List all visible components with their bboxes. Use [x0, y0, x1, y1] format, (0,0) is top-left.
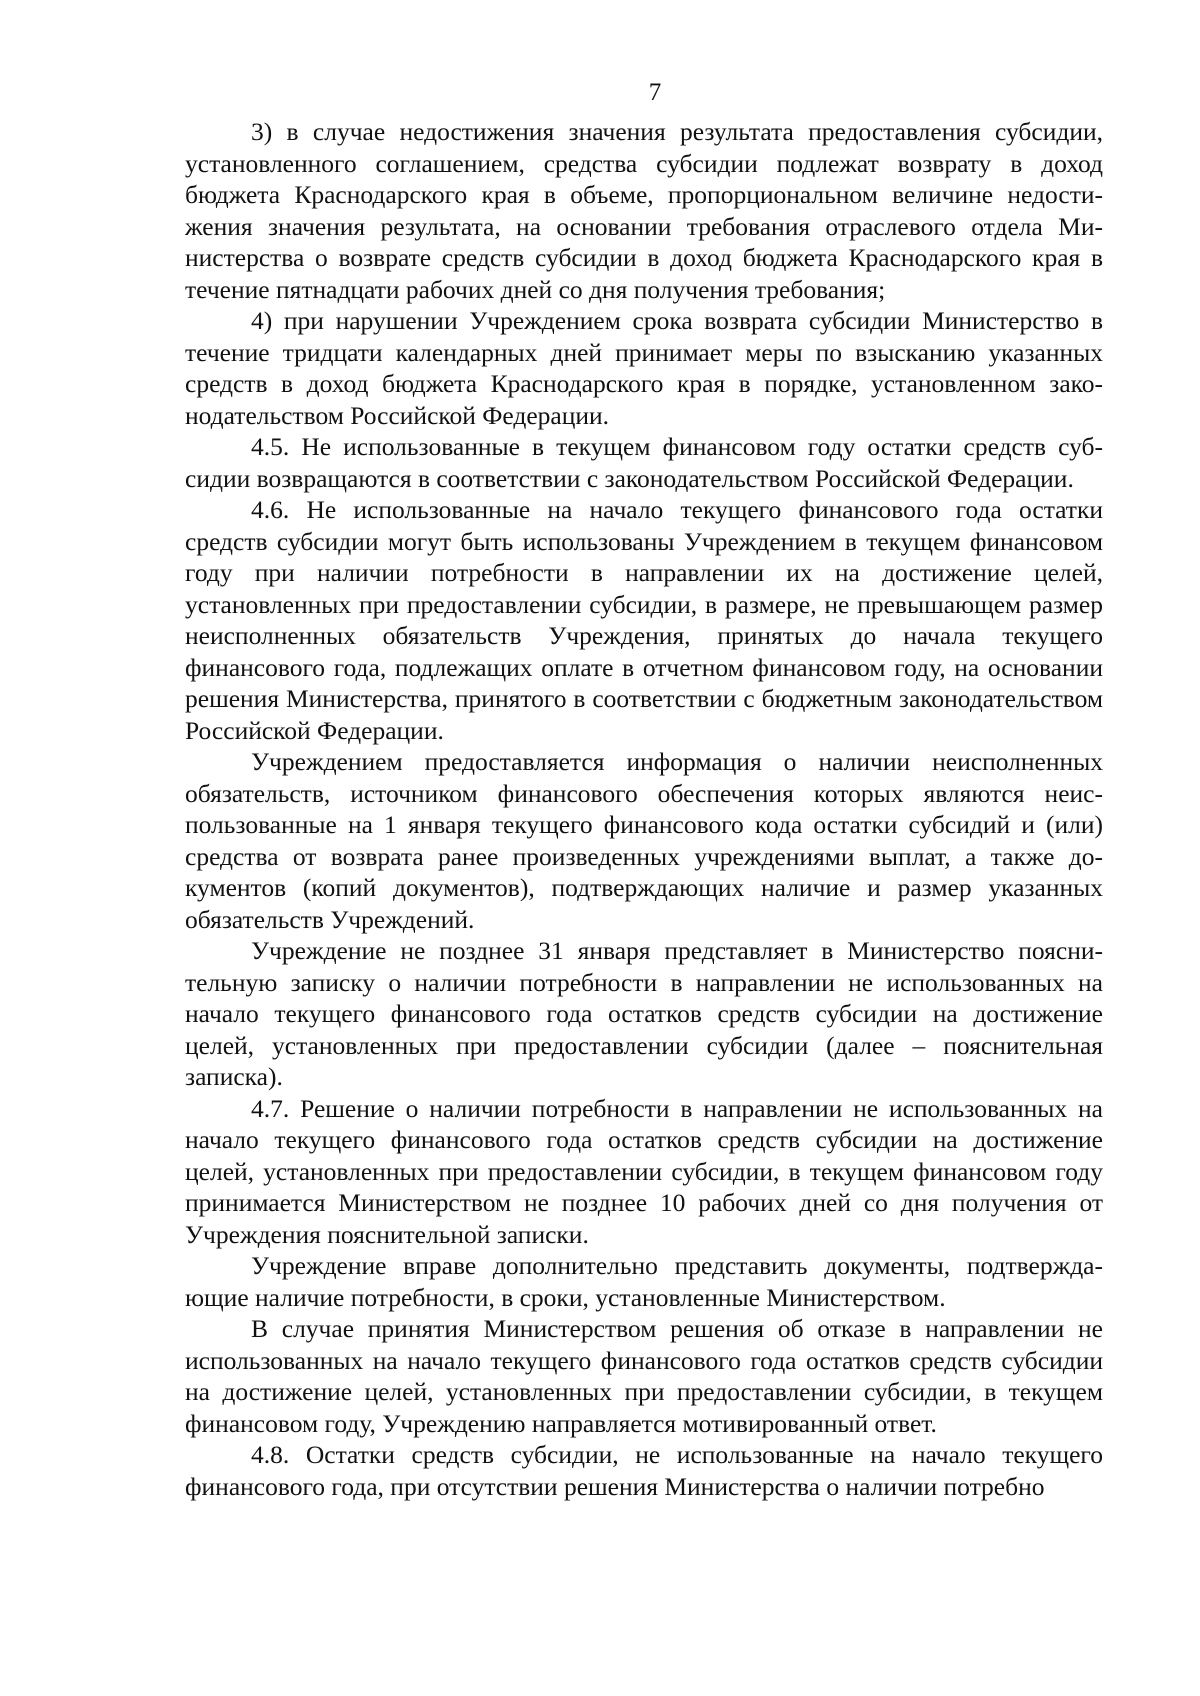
paragraph-4-5: 4.5. Не использованные в текущем финансовом году остатки средств субсидии возвращаются в соответствии с законодательством Российской Федерации. [185, 432, 1103, 493]
paragraph-information: Учреждением предоставляется информация о наличии неисполненных обязательств, источником финансового обеспечения которых являются неиспользованные на 1 января текущего финансового кода остатки субсидий и (или) средства от возврата ранее произведенных учреждениями выплат, а также документов (копий документов), подтверждающих наличие и размер указанных обязательств Учреждений. [185, 747, 1103, 934]
paragraph-item-3: 3) в случае недостижения значения результата предоставления субсидии, установленного соглашением, средства субсидии подлежат возврату в доход бюджета Краснодарского края в объеме, пропорциональном величине недостижения значения результата, на основании требования отраслевого отдела Министерства о возврате средств субсидии в доход бюджета Краснодарского края в течение пятнадцати рабочих дней со дня получения требования; [185, 117, 1103, 304]
document-body [185, 116, 1103, 1502]
paragraph-additional-documents: Учреждение вправе дополнительно представить документы, подтверждающие наличие потребности, в сроки, установленные Министерством. [185, 1251, 1103, 1312]
paragraph-refusal: В случае принятия Министерством решения об отказе в направлении не использованных на начало текущего финансового года остатков средств субсидии на достижение целей, установленных при предоставлении субсидии, в текущем финансовом году, Учреждению направляется мотивированный ответ. [185, 1314, 1103, 1438]
paragraph-4-8: 4.8. Остатки средств субсидии, не использованные на начало текущего финансового года, при отсутствии решения Министерства о наличии потребно [185, 1440, 1103, 1501]
paragraph-4-7: 4.7. Решение о наличии потребности в направлении не использованных на начало текущего финансового года остатков средств субсидии на достижение целей, установленных при предоставлении субсидии, в текущем финансовом году принимается Министерством не позднее 10 рабочих дней со дня получения от Учреждения пояснительной записки. [185, 1093, 1103, 1249]
paragraph-item-4: 4) при нарушении Учреждением срока возврата субсидии Министерство в течение тридцати календарных дней принимает меры по взысканию указанных средств в доход бюджета Краснодарского края в порядке, установленном законодательством Российской Федерации. [185, 306, 1103, 430]
paragraph-4-6: 4.6. Не использованные на начало текущего финансового года остатки средств субсидии могут быть использованы Учреждением в текущем финансовом году при наличии потребности в направлении их на достижение целей, установленных при предоставлении субсидии, в размере, не превышающем размер неисполненных обязательств Учреждения, принятых до начала текущего финансового года, подлежащих оплате в отчетном финансовом году, на основании решения Министерства, принятого в соответствии с бюджетным законодательством Российской Федерации. [185, 495, 1103, 745]
paragraph-explanatory-note: Учреждение не позднее 31 января представляет в Министерство пояснительную записку о наличии потребности в направлении не использованных на начало текущего финансового года остатков средств субсидии на достижение целей, установленных при предоставлении субсидии (далее – пояснительная записка). [185, 936, 1103, 1091]
page-number: 7 [648, 79, 662, 106]
